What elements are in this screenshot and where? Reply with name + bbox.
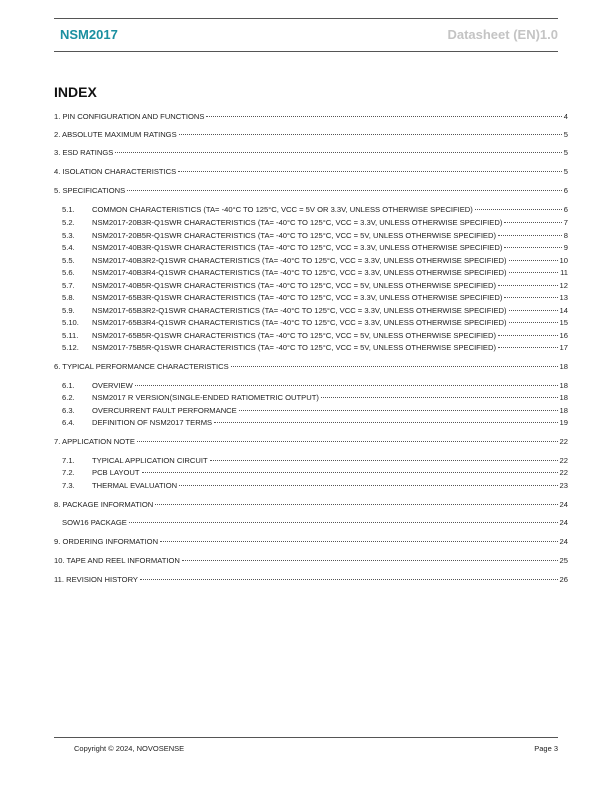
toc-entry[interactable]	[54, 186, 568, 196]
toc-entry-number: 5.4.	[62, 243, 75, 252]
dot-leader	[509, 322, 558, 323]
page-header	[54, 18, 558, 52]
toc-entry-page: 7	[563, 218, 568, 227]
toc-entry-title: 1. PIN CONFIGURATION AND FUNCTIONS	[54, 112, 205, 121]
dot-leader	[504, 222, 561, 223]
page-footer	[54, 737, 558, 753]
toc-entry-title: THERMAL EVALUATION	[92, 481, 178, 490]
toc-entry-page: 18	[559, 406, 568, 415]
toc-entry-page: 13	[559, 293, 568, 302]
toc-entry-number: 5.11.	[62, 331, 79, 340]
toc-entry-page: 16	[559, 331, 568, 340]
toc-entry[interactable]	[54, 167, 568, 177]
toc-entry-page: 22	[559, 456, 568, 465]
toc-entry-number: 5.7.	[62, 281, 75, 290]
dot-leader	[509, 272, 559, 273]
toc-entry[interactable]	[54, 362, 568, 372]
toc-entry[interactable]	[54, 148, 568, 158]
toc-subentry[interactable]	[62, 481, 568, 491]
dot-leader	[214, 422, 557, 423]
toc-entry-title: DEFINITION OF NSM2017 TERMS	[92, 418, 213, 427]
toc-entry-page: 18	[559, 381, 568, 390]
copyright-text: Copyright © 2024, NOVOSENSE	[74, 744, 185, 753]
toc-entry-title: NSM2017-65B3R4-Q1SWR CHARACTERISTICS (TA= -40°C TO 125°C, VCC = 3.3V, UNLESS OTHERWISE SPECIFIED)	[92, 318, 507, 327]
toc-subentry[interactable]	[62, 205, 568, 215]
dot-leader	[475, 209, 562, 210]
dot-leader	[504, 297, 557, 298]
dot-leader	[179, 485, 557, 486]
toc-entry-title: NSM2017-20B5R-Q1SWR CHARACTERISTICS (TA= -40°C TO 125°C, VCC = 5V, UNLESS OTHERWISE SPECIFIED)	[92, 231, 497, 240]
toc-entry-number: 7.1.	[62, 456, 75, 465]
toc-entry-page: 24	[559, 500, 568, 509]
toc-entry[interactable]	[54, 437, 568, 447]
toc-entry-page: 6	[563, 186, 568, 195]
toc-entry-page: 22	[559, 468, 568, 477]
dot-leader	[509, 260, 558, 261]
toc-entry-page: 24	[559, 537, 568, 546]
toc-entry-number: 6.4.	[62, 418, 75, 427]
dot-leader	[115, 152, 561, 153]
toc-entry-title: NSM2017-75B5R-Q1SWR CHARACTERISTICS (TA= -40°C TO 125°C, VCC = 5V, UNLESS OTHERWISE SPECIFIED)	[92, 343, 497, 352]
toc-subentry[interactable]	[62, 256, 568, 266]
toc-entry-title: COMMON CHARACTERISTICS (TA= -40°C TO 125°C, VCC = 5V OR 3.3V, UNLESS OTHERWISE SPECIFIED)	[92, 205, 473, 214]
dot-leader	[160, 541, 557, 542]
toc-entry-title: NSM2017-40B3R4-Q1SWR CHARACTERISTICS (TA= -40°C TO 125°C, VCC = 3.3V, UNLESS OTHERWISE SPECIFIED)	[92, 268, 507, 277]
dot-leader	[155, 504, 557, 505]
toc-entry-page: 6	[563, 205, 568, 214]
toc-entry-page: 24	[559, 518, 568, 527]
toc-entry-title: 7. APPLICATION NOTE	[54, 437, 135, 446]
document-version: Datasheet (EN)1.0	[447, 27, 558, 42]
toc-subentry[interactable]	[62, 218, 568, 228]
toc-entry-number: 5.10.	[62, 318, 79, 327]
dot-leader	[135, 385, 558, 386]
toc-entry-title: NSM2017-40B3R2-Q1SWR CHARACTERISTICS (TA= -40°C TO 125°C, VCC = 3.3V, UNLESS OTHERWISE SPECIFIED)	[92, 256, 507, 265]
toc-entry-title: SOW16 PACKAGE	[62, 518, 127, 527]
toc-subentry[interactable]	[62, 331, 568, 341]
toc-subentry[interactable]	[62, 468, 568, 478]
toc-entry-page: 14	[559, 306, 568, 315]
dot-leader	[239, 410, 558, 411]
toc-entry-title: NSM2017-40B3R-Q1SWR CHARACTERISTICS (TA= -40°C TO 125°C, VCC = 3.3V, UNLESS OTHERWISE SPECIFIED)	[92, 243, 503, 252]
toc-entry-number: 7.2.	[62, 468, 75, 477]
page-title: INDEX	[54, 84, 97, 100]
toc-entry-number: 6.2.	[62, 393, 75, 402]
toc-entry-number: 5.3.	[62, 231, 75, 240]
toc-entry-title: 8. PACKAGE INFORMATION	[54, 500, 154, 509]
dot-leader	[498, 235, 562, 236]
toc-entry-page: 4	[563, 112, 568, 121]
toc-entry-number: 5.5.	[62, 256, 75, 265]
toc-entry-title: 10. TAPE AND REEL INFORMATION	[54, 556, 180, 565]
toc-entry-title: 11. REVISION HISTORY	[54, 575, 138, 584]
product-name: NSM2017	[60, 27, 118, 42]
toc-subentry[interactable]	[62, 281, 568, 291]
dot-leader	[178, 171, 562, 172]
toc-subentry[interactable]	[62, 518, 568, 528]
toc-entry[interactable]	[54, 556, 568, 566]
toc-entry-title: NSM2017-65B3R2-Q1SWR CHARACTERISTICS (TA= -40°C TO 125°C, VCC = 3.3V, UNLESS OTHERWISE SPECIFIED)	[92, 306, 507, 315]
toc-subentry[interactable]	[62, 343, 568, 353]
toc-entry-number: 6.3.	[62, 406, 75, 415]
toc-entry[interactable]	[54, 575, 568, 585]
toc-entry[interactable]	[54, 537, 568, 547]
toc-entry-title: OVERCURRENT FAULT PERFORMANCE	[92, 406, 237, 415]
toc-entry-page: 8	[563, 231, 568, 240]
toc-entry-number: 5.1.	[62, 205, 75, 214]
toc-entry-title: 2. ABSOLUTE MAXIMUM RATINGS	[54, 130, 177, 139]
dot-leader	[509, 310, 558, 311]
toc-entry-page: 10	[559, 256, 568, 265]
toc-entry[interactable]	[54, 130, 568, 140]
toc-entry[interactable]	[54, 500, 568, 510]
toc-entry-page: 5	[563, 148, 568, 157]
toc-entry-number: 6.1.	[62, 381, 75, 390]
toc-entry-number: 7.3.	[62, 481, 75, 490]
toc-entry-number: 5.12.	[62, 343, 79, 352]
dot-leader	[498, 335, 558, 336]
toc-entry-title: NSM2017 R VERSION(SINGLE-ENDED RATIOMETRIC OUTPUT)	[92, 393, 319, 402]
toc-entry-number: 5.8.	[62, 293, 75, 302]
toc-entry-page: 26	[559, 575, 568, 584]
toc-subentry[interactable]	[62, 268, 568, 278]
toc-entry-page: 5	[563, 167, 568, 176]
dot-leader	[179, 134, 562, 135]
toc-entry-page: 15	[559, 318, 568, 327]
toc-entry-title: 4. ISOLATION CHARACTERISTICS	[54, 167, 177, 176]
toc-entry-page: 22	[559, 437, 568, 446]
toc-subentry[interactable]	[62, 418, 568, 428]
dot-leader	[498, 285, 558, 286]
toc-entry[interactable]	[54, 112, 568, 122]
toc-subentry[interactable]	[62, 406, 568, 416]
toc-subentry[interactable]	[62, 293, 568, 303]
toc-entry-title: NSM2017-65B3R-Q1SWR CHARACTERISTICS (TA= -40°C TO 125°C, VCC = 3.3V, UNLESS OTHERWISE SPECIFIED)	[92, 293, 503, 302]
dot-leader	[127, 190, 562, 191]
toc-entry-page: 5	[563, 130, 568, 139]
toc-entry-page: 23	[559, 481, 568, 490]
toc-subentry[interactable]	[62, 243, 568, 253]
dot-leader	[129, 522, 558, 523]
page-number: Page 3	[534, 744, 558, 753]
toc-entry-title: 3. ESD RATINGS	[54, 148, 114, 157]
dot-leader	[142, 472, 558, 473]
toc-entry-title: TYPICAL APPLICATION CIRCUIT	[92, 456, 208, 465]
toc-entry-page: 11	[560, 268, 568, 277]
toc-entry-number: 5.9.	[62, 306, 75, 315]
toc-subentry[interactable]	[62, 393, 568, 403]
dot-leader	[137, 441, 558, 442]
dot-leader	[206, 116, 561, 117]
dot-leader	[504, 247, 561, 248]
toc-entry-page: 25	[559, 556, 568, 565]
toc-entry-title: 9. ORDERING INFORMATION	[54, 537, 159, 546]
toc-entry-title: 6. TYPICAL PERFORMANCE CHARACTERISTICS	[54, 362, 229, 371]
toc-entry-page: 17	[559, 343, 568, 352]
dot-leader	[321, 397, 558, 398]
dot-leader	[498, 347, 558, 348]
toc-subentry[interactable]	[62, 381, 568, 391]
toc-subentry[interactable]	[62, 306, 568, 316]
toc-entry-title: NSM2017-20B3R-Q1SWR CHARACTERISTICS (TA= -40°C TO 125°C, VCC = 3.3V, UNLESS OTHERWISE SPECIFIED)	[92, 218, 503, 227]
toc-subentry[interactable]	[62, 231, 568, 241]
toc-entry-title: NSM2017-40B5R-Q1SWR CHARACTERISTICS (TA= -40°C TO 125°C, VCC = 5V, UNLESS OTHERWISE SPECIFIED)	[92, 281, 497, 290]
dot-leader	[231, 366, 558, 367]
toc-entry-page: 19	[559, 418, 568, 427]
toc-entry-page: 12	[559, 281, 568, 290]
toc-entry-page: 18	[559, 362, 568, 371]
dot-leader	[182, 560, 558, 561]
toc-entry-title: OVERVIEW	[92, 381, 133, 390]
toc-entry-number: 5.6.	[62, 268, 75, 277]
toc-subentry[interactable]	[62, 456, 568, 466]
dot-leader	[210, 460, 558, 461]
dot-leader	[140, 579, 558, 580]
toc-entry-title: 5. SPECIFICATIONS	[54, 186, 126, 195]
toc-subentry[interactable]	[62, 318, 568, 328]
toc-entry-title: NSM2017-65B5R-Q1SWR CHARACTERISTICS (TA= -40°C TO 125°C, VCC = 5V, UNLESS OTHERWISE SPECIFIED)	[92, 331, 497, 340]
toc-entry-page: 9	[563, 243, 568, 252]
toc-entry-number: 5.2.	[62, 218, 75, 227]
toc-entry-title: PCB LAYOUT	[92, 468, 140, 477]
toc-entry-page: 18	[559, 393, 568, 402]
